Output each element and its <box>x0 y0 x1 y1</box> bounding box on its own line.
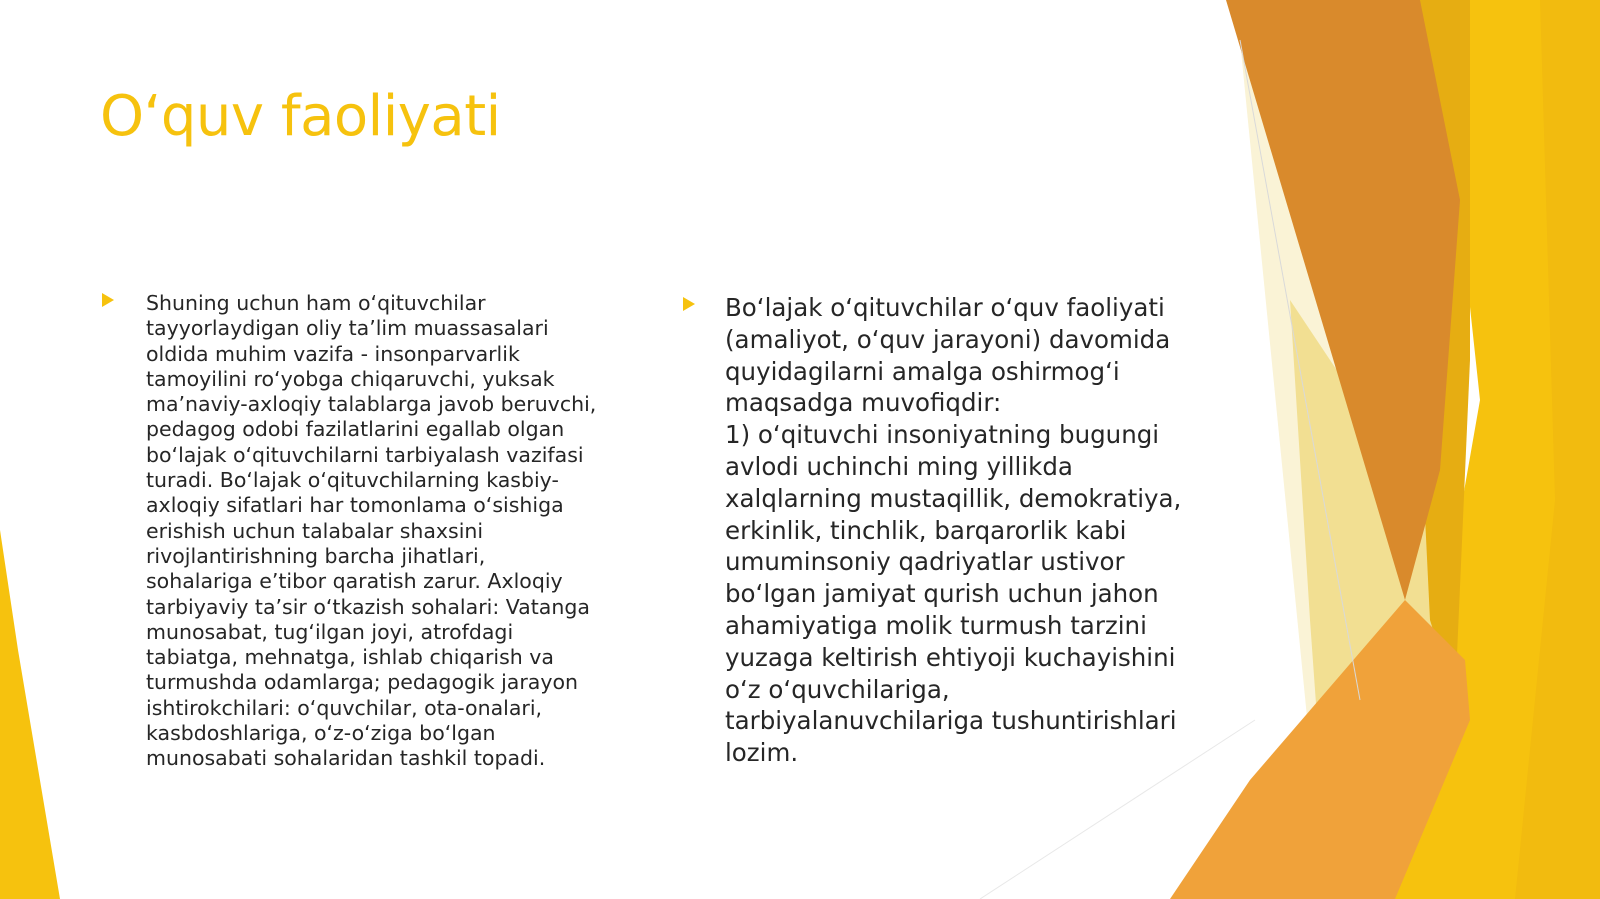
slide-title: O‘quv faoliyati <box>100 84 501 149</box>
left-yellow-wedge <box>0 530 60 899</box>
right-bullet-text: Bo‘lajak o‘qituvchilar o‘quv faoliyati (amaliyot, o‘quv jarayoni) davomida quyidagilarni amalga oshirmog‘i maqsadga muvofiqdir: 1) o‘qituvchi insoniyatning bugungi avlodi uchinchi ming yillikda xalqlarning mustaqillik, demokratiya, erkinlik, tinchlik, barqarorlik kabi umuminsoniy qadriyatlar ustivor bo‘lgan jamiyat qurish uchun jahon ahamiyatiga molik turmush tarzini yuzaga keltirish ehtiyoji kuchayishini o‘z o‘quvchilariga, tarbiyalanuvchilariga tushuntirishlari lozim. <box>725 293 1182 768</box>
triangle-bullet-icon <box>102 293 114 307</box>
left-bullet-text: Shuning uchun ham o‘qituvchilar tayyorlaydigan oliy ta’lim muassasalari oldida muhim vazifa - insonparvarlik tamoyilini ro‘yobga chiqaruvchi, yuksak ma’naviy-axloqiy talablarga javob beruvchi, pedagog odobi fazilatlarini egallab olgan bo‘lajak o‘qituvchilarni tarbiyalash vazifasi turadi. Bo‘lajak o‘qituvchilarning kasbiy- axloqiy sifatlari har tomonlama o‘sishiga erishish uchun talabalar shaxsini rivojlantirishning barcha jihatlari, sohalariga e’tibor qaratish zarur. Axloqiy tarbiyaviy ta’sir o‘tkazish sohalari: Vatanga munosabat, tug‘ilgan joyi, atrofdagi tabiatga, mehnatga, ishlab chiqarish va turmushda odamlarga; pedagogik jarayon ishtirokchilari: o‘quvchilar, ota-onalari, kasbdoshlariga, o‘z-o‘ziga bo‘lgan munosabati sohalaridan tashkil topadi. <box>146 291 597 771</box>
triangle-bullet-icon <box>683 297 695 311</box>
